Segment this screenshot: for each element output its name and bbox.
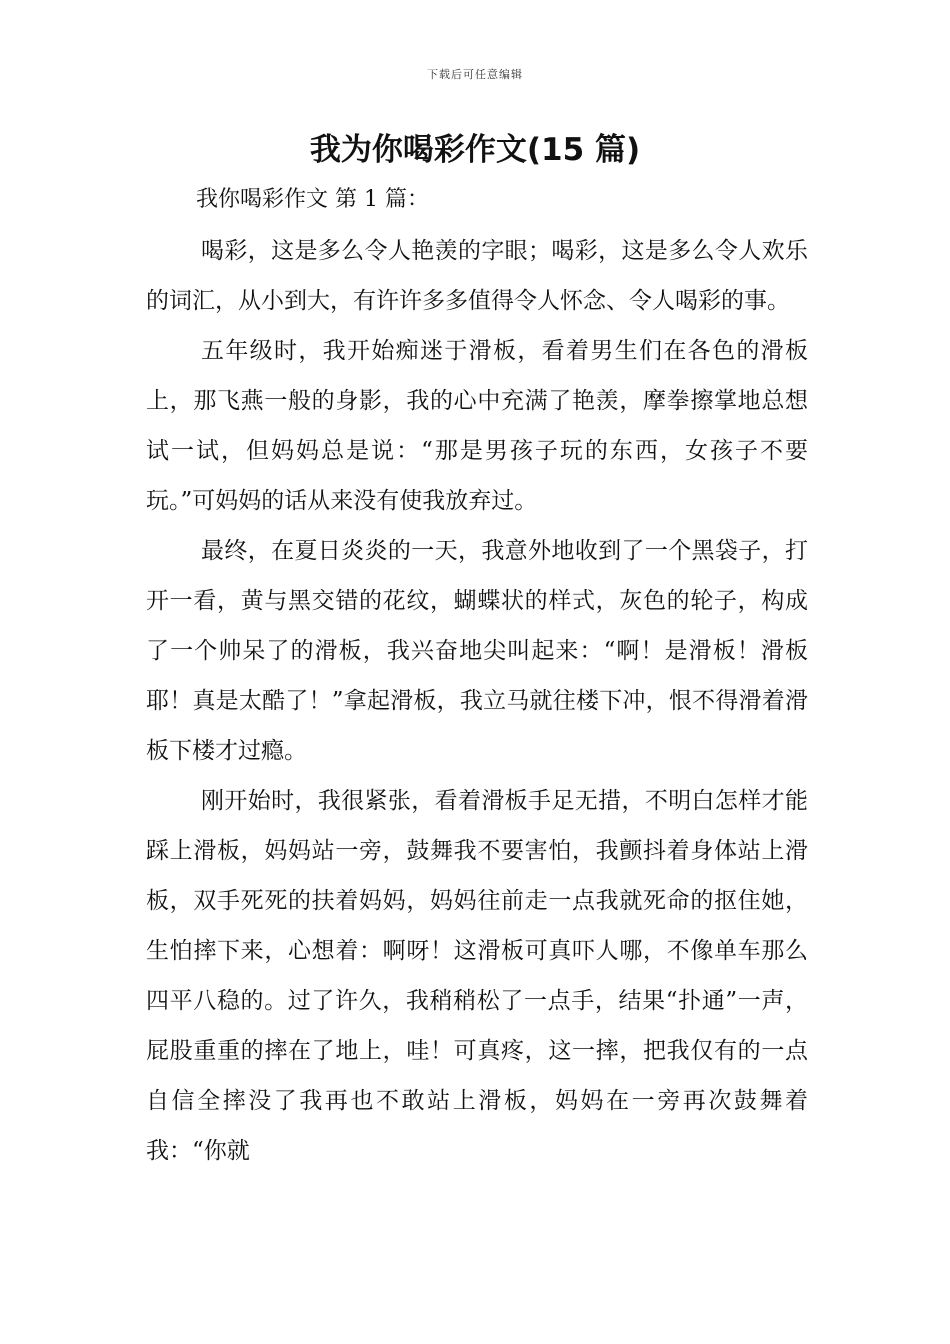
paragraph-1: 喝彩，这是多么令人艳羡的字眼；喝彩，这是多么令人欢乐的词汇，从小到大，有许许多多值得令人怀念、令人喝彩的事。 <box>146 238 808 314</box>
paragraph-3: 最终，在夏日炎炎的一天，我意外地收到了一个黑袋子，打开一看，黄与黑交错的花纹，蝴蝶状的样式，灰色的轮子，构成了一个帅呆了的滑板，我兴奋地尖叫起来：“啊！是滑板！滑板耶！真是太酷了！”拿起滑板，我立马就往楼下冲，恨不得滑着滑板下楼才过瘾。 <box>146 538 808 764</box>
document-title: 我为你喝彩作文(15 篇) <box>309 132 641 168</box>
header-note: 下载后可任意编辑 <box>427 68 523 81</box>
paragraph-2: 五年级时，我开始痴迷于滑板，看着男生们在各色的滑板上，那飞燕一般的身影，我的心中充满了艳羡，摩拳擦掌地总想试一试，但妈妈总是说：“那是男孩子玩的东西，女孩子不要玩。”可妈妈的话从来没有使我放弃过。 <box>146 338 808 514</box>
paragraph-4: 刚开始时，我很紧张，看着滑板手足无措，不明白怎样才能踩上滑板，妈妈站一旁，鼓舞我不要害怕，我颤抖着身体站上滑板，双手死死的扶着妈妈，妈妈往前走一点我就死命的抠住她，生怕摔下来，心想着：啊呀！这滑板可真吓人哪，不像单车那么四平八稳的。过了许久，我稍稍松了一点手，结果“扑通”一声，屁股重重的摔在了地上，哇！可真疼，这一摔，把我仅有的一点自信全摔没了我再也不敢站上滑板，妈妈在一旁再次鼓舞着我：“你就 <box>146 788 808 1164</box>
section-heading: 我你喝彩作文 第 1 篇： <box>196 187 429 212</box>
body-text <box>146 226 808 1176</box>
